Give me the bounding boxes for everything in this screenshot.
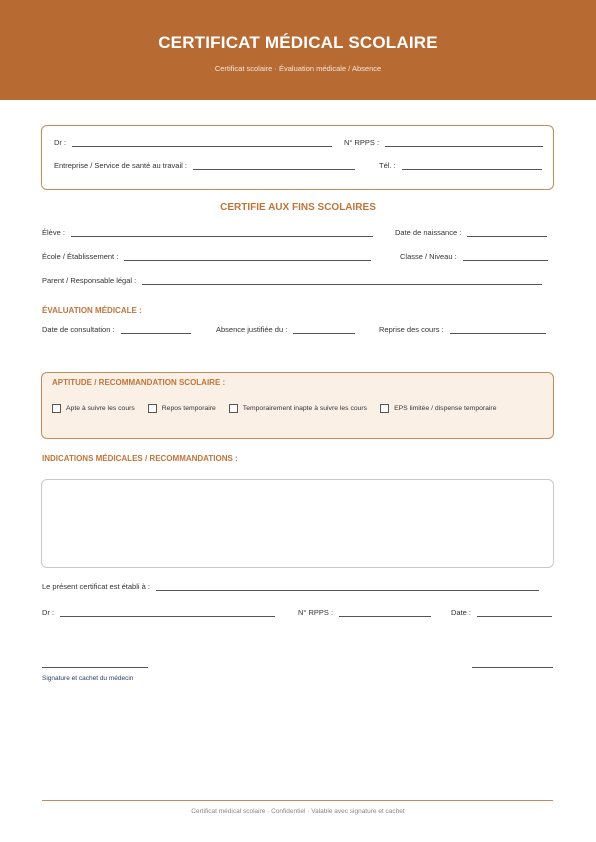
option-apte[interactable] [52, 404, 135, 413]
consult-label: Date de consultation : [42, 325, 115, 334]
parent-label: Parent / Responsable légal : [42, 276, 137, 285]
etabli-label: Le présent certificat est établi à : [42, 582, 150, 591]
eleve-field[interactable] [71, 228, 373, 237]
certify-title: CERTIFIE AUX FINS SCOLAIRES [220, 202, 376, 213]
eleve-row [42, 228, 373, 237]
consult-row [42, 325, 191, 334]
dr-label: Dr : [54, 138, 67, 147]
employer-field[interactable] [193, 161, 355, 170]
indications-title: INDICATIONS MÉDICALES / RECOMMANDATIONS : [42, 454, 238, 463]
class-field[interactable] [463, 252, 548, 261]
class-label: Classe / Niveau : [400, 252, 457, 261]
reprise-row [379, 325, 546, 334]
signature-label: Signature et cachet du médecin [42, 675, 134, 682]
absence-field[interactable] [293, 325, 355, 334]
option-inapte[interactable] [229, 404, 367, 413]
rpps-label: N° RPPS : [344, 138, 380, 147]
closing-dr-label: Dr : [42, 608, 55, 617]
dob-row [395, 228, 547, 237]
closing-date-field[interactable] [477, 608, 552, 617]
option-eps[interactable] [380, 404, 496, 413]
rpps-field[interactable] [385, 138, 543, 147]
indications-textarea[interactable] [41, 479, 554, 568]
dob-field[interactable] [467, 228, 547, 237]
doctor-row [54, 138, 332, 147]
page-title: CERTIFICAT MÉDICAL SCOLAIRE [158, 33, 438, 52]
option-repos[interactable] [148, 404, 216, 413]
rpps-row [344, 138, 543, 147]
option-inapte-label: Temporairement inapte à suivre les cours [242, 405, 368, 412]
closing-rpps-row [298, 608, 431, 617]
option-repos-label: Repos temporaire [161, 405, 216, 412]
header-banner [0, 0, 596, 100]
option-apte-label: Apte à suivre les cours [66, 405, 135, 412]
school-field[interactable] [124, 252, 371, 261]
page-subtitle: Certificat scolaire · Évaluation médicale / Absence [214, 64, 382, 73]
closing-rpps-field[interactable] [339, 608, 431, 617]
evaluation-title: ÉVALUATION MÉDICALE : [42, 306, 142, 315]
signature-line[interactable] [42, 667, 148, 668]
employer-row [54, 161, 355, 170]
tel-field[interactable] [402, 161, 542, 170]
tel-label: Tél. : [379, 161, 396, 170]
tel-row [379, 161, 542, 170]
parent-field[interactable] [142, 276, 542, 285]
closing-date-row [451, 608, 552, 617]
footer-text: Certificat médical scolaire · Confidentiel · Valable avec signature et cachet [191, 808, 405, 815]
checkbox-inapte[interactable] [229, 404, 238, 413]
absence-label: Absence justifiée du : [216, 325, 288, 334]
checkbox-eps[interactable] [380, 404, 389, 413]
eleve-label: Élève : [42, 228, 65, 237]
employer-label: Entreprise / Service de santé au travail : [54, 161, 187, 170]
aptitude-title: APTITUDE / RECOMMANDATION SCOLAIRE : [52, 378, 226, 387]
checkbox-repos[interactable] [148, 404, 157, 413]
class-row [400, 252, 548, 261]
doctor-info-box [41, 125, 554, 190]
dr-field[interactable] [72, 138, 332, 147]
footer-divider [42, 800, 553, 801]
etabli-field[interactable] [156, 582, 539, 591]
parent-row [42, 276, 542, 285]
closing-rpps-label: N° RPPS : [298, 608, 334, 617]
option-eps-label: EPS limitée / dispense temporaire [394, 405, 497, 412]
stamp-line[interactable] [472, 667, 553, 668]
closing-date-label: Date : [451, 608, 472, 617]
checkbox-apte[interactable] [52, 404, 61, 413]
etabli-row [42, 582, 539, 591]
closing-dr-row [42, 608, 275, 617]
absence-row [216, 325, 355, 334]
closing-dr-field[interactable] [60, 608, 275, 617]
school-row [42, 252, 371, 261]
school-label: École / Établissement : [42, 252, 119, 261]
dob-label: Date de naissance : [395, 228, 462, 237]
reprise-field[interactable] [450, 325, 546, 334]
reprise-label: Reprise des cours : [379, 325, 444, 334]
consult-field[interactable] [121, 325, 191, 334]
aptitude-options [52, 404, 509, 413]
